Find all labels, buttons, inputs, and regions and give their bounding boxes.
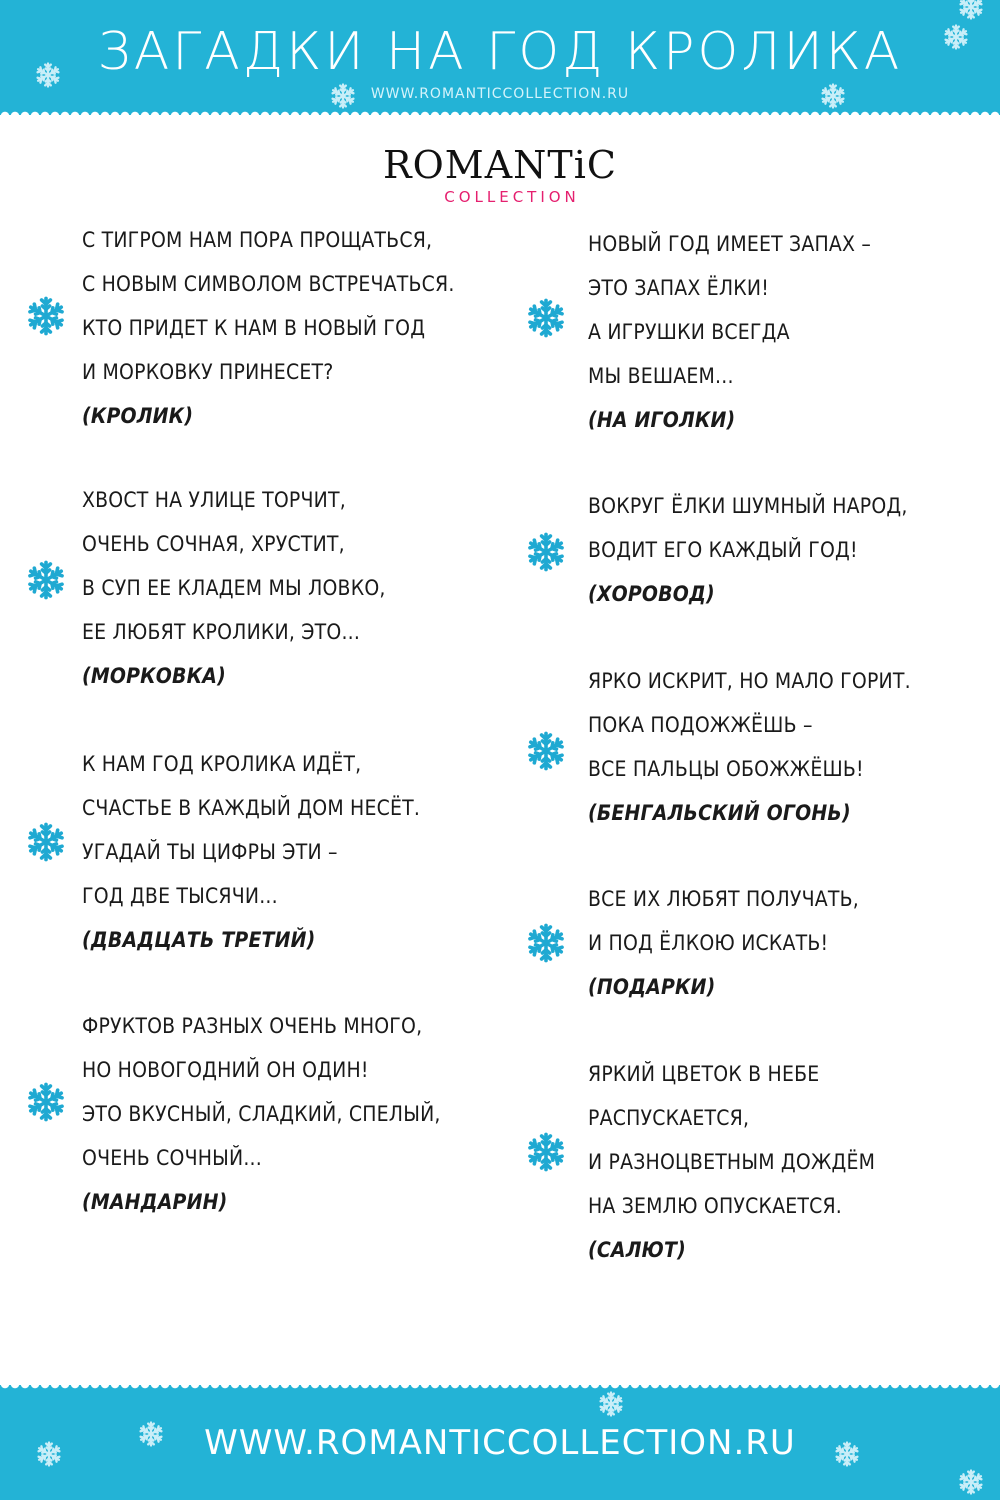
riddle-answer: (МАНДАРИН) — [82, 1190, 228, 1214]
header-band — [0, 0, 1000, 115]
snowflake-icon — [958, 0, 984, 20]
snowflake-icon — [26, 560, 66, 600]
riddle-answer: (БЕНГАЛЬСКИЙ ОГОНЬ) — [588, 801, 851, 825]
riddle-line: С НОВЫМ СИМВОЛОМ ВСТРЕЧАТЬСЯ. — [82, 272, 455, 296]
header-url: WWW.ROMANTICCOLLECTION.RU — [370, 86, 630, 102]
riddle-line: НО НОВОГОДНИЙ ОН ОДИН! — [82, 1058, 369, 1082]
scalloped-edge — [0, 107, 1000, 115]
riddle-line: ЯРКИЙ ЦВЕТОК В НЕБЕ — [588, 1062, 820, 1086]
riddle-line: И МОРКОВКУ ПРИНЕСЕТ? — [82, 360, 334, 384]
brand-logo — [0, 144, 1000, 206]
riddle-line: НОВЫЙ ГОД ИМЕЕТ ЗАПАХ – — [588, 232, 871, 256]
page-title: ЗАГАДКИ НА ГОД КРОЛИКА — [97, 22, 903, 82]
riddle-answer: (САЛЮТ) — [588, 1238, 686, 1262]
riddle-line: МЫ ВЕШАЕМ... — [588, 364, 734, 388]
riddle-line: ЕЕ ЛЮБЯТ КРОЛИКИ, ЭТО... — [82, 620, 361, 644]
footer-url[interactable]: WWW.ROMANTICCOLLECTION.RU — [204, 1423, 796, 1463]
snowflake-icon — [26, 822, 66, 862]
riddle-answer: (НА ИГОЛКИ) — [588, 408, 736, 432]
riddle-line: А ИГРУШКИ ВСЕГДА — [588, 320, 790, 344]
footer-band — [0, 1385, 1000, 1500]
riddle-line: ЯРКО ИСКРИТ, НО МАЛО ГОРИТ. — [588, 669, 911, 693]
riddle-line: СЧАСТЬЕ В КАЖДЫЙ ДОМ НЕСЁТ. — [82, 796, 421, 820]
riddle-answer: (КРОЛИК) — [82, 404, 194, 428]
riddle-line: НА ЗЕМЛЮ ОПУСКАЕТСЯ. — [588, 1194, 843, 1218]
riddle-line: ОЧЕНЬ СОЧНАЯ, ХРУСТИТ, — [82, 532, 345, 556]
riddle-line: ВСЕ ПАЛЬЦЫ ОБОЖЖЁШЬ! — [588, 757, 864, 781]
riddle-line: К НАМ ГОД КРОЛИКА ИДЁТ, — [82, 752, 362, 776]
riddle-line: ХВОСТ НА УЛИЦЕ ТОРЧИТ, — [82, 488, 346, 512]
riddle-answer: (ПОДАРКИ) — [588, 975, 716, 999]
riddle-answer: (МОРКОВКА) — [82, 664, 226, 688]
snowflake-icon — [526, 923, 566, 963]
snowflake-icon — [526, 731, 566, 771]
riddle-line: ПОКА ПОДОЖЖЁШЬ – — [588, 713, 813, 737]
riddle-line: ВОДИТ ЕГО КАЖДЫЙ ГОД! — [588, 538, 858, 562]
snowflake-icon — [526, 532, 566, 572]
riddle-line: УГАДАЙ ТЫ ЦИФРЫ ЭТИ – — [82, 840, 338, 864]
riddle-answer: (ХОРОВОД) — [588, 582, 715, 606]
riddle-line: В СУП ЕЕ КЛАДЕМ МЫ ЛОВКО, — [82, 576, 386, 600]
snowflake-icon — [598, 1391, 624, 1417]
scalloped-edge — [0, 1385, 1000, 1393]
snowflake-icon — [526, 1132, 566, 1172]
snowflake-icon — [26, 296, 66, 336]
riddle-line: И ПОД ЁЛКОЮ ИСКАТЬ! — [588, 931, 829, 955]
snowflake-icon — [958, 1469, 984, 1495]
riddle-line: ФРУКТОВ РАЗНЫХ ОЧЕНЬ МНОГО, — [82, 1014, 423, 1038]
riddle-line: С ТИГРОМ НАМ ПОРА ПРОЩАТЬСЯ, — [82, 228, 433, 252]
riddle-answer: (ДВАДЦАТЬ ТРЕТИЙ) — [82, 928, 316, 952]
snowflake-icon — [526, 298, 566, 338]
riddle-line: И РАЗНОЦВЕТНЫМ ДОЖДЁМ — [588, 1150, 876, 1174]
riddle-line: ЭТО ВКУСНЫЙ, СЛАДКИЙ, СПЕЛЫЙ, — [82, 1102, 441, 1126]
riddle-line: ЭТО ЗАПАХ ЁЛКИ! — [588, 276, 769, 300]
riddle-line: ОЧЕНЬ СОЧНЫЙ... — [82, 1146, 262, 1170]
riddle-line: ВОКРУГ ЁЛКИ ШУМНЫЙ НАРОД, — [588, 494, 908, 518]
logo-subtitle: COLLECTION — [444, 188, 580, 206]
riddle-line: ВСЕ ИХ ЛЮБЯТ ПОЛУЧАТЬ, — [588, 887, 859, 911]
logo-wordmark: ROMANTiC — [383, 143, 617, 187]
riddle-line: ГОД ДВЕ ТЫСЯЧИ... — [82, 884, 278, 908]
riddle-line: КТО ПРИДЕТ К НАМ В НОВЫЙ ГОД — [82, 316, 426, 340]
riddle-line: РАСПУСКАЕТСЯ, — [588, 1106, 750, 1130]
snowflake-icon — [26, 1082, 66, 1122]
